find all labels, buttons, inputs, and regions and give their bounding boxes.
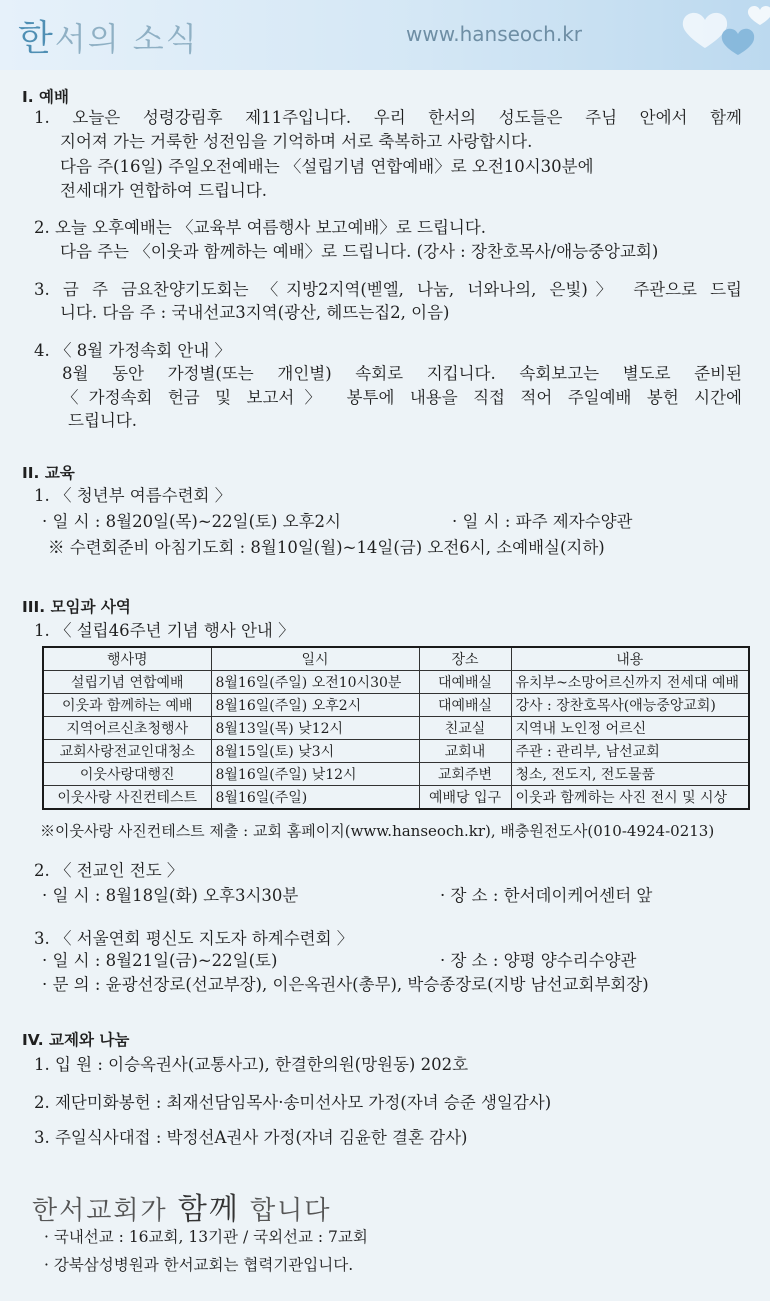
- table-cell: 대예배실: [419, 694, 511, 717]
- table-cell: 유치부~소망어르신까지 전세대 예배: [511, 671, 749, 694]
- gatherings-item-3: 3. 〈 서울연회 평신도 지도자 하계수련회 〉: [34, 929, 354, 948]
- gatherings-item-1: 1. 〈 설립46주년 기념 행사 안내 〉: [34, 621, 295, 640]
- table-row: [43, 671, 749, 694]
- worship-item-3-line-2: 니다. 다음 주 : 국내선교3지역(광산, 헤뜨는집2, 이음): [60, 303, 450, 322]
- footer-partner-line: · 강북삼성병원과 한서교회는 협력기관입니다.: [44, 1256, 354, 1274]
- evangelism-date: · 일 시 : 8월18일(화) 오후3시30분: [42, 886, 299, 905]
- anniversary-events-table: [42, 646, 750, 810]
- retreat-contact: · 문 의 : 윤광선장로(선교부장), 이은옥권사(총무), 박승종장로(지방 남선교회부회장): [42, 975, 649, 994]
- worship-item-4-line-1: 4. 〈 8월 가정속회 안내 〉: [34, 341, 232, 360]
- table-row: [43, 740, 749, 763]
- newsletter-title: 한서의 소식: [18, 18, 199, 59]
- website-url[interactable]: www.hanseoch.kr: [406, 22, 582, 46]
- table-cell: 교회사랑전교인대청소: [43, 740, 211, 763]
- worship-item-1-line-4: 전세대가 연합하여 드립니다.: [60, 181, 268, 200]
- worship-item-1-line-2: 지어져 가는 거룩한 성전임을 기억하며 서로 축복하고 사랑합시다.: [60, 132, 533, 151]
- education-date: · 일 시 : 8월20일(목)~22일(토) 오후2시: [42, 512, 341, 531]
- table-header-cell: 행사명: [43, 647, 211, 671]
- worship-item-2-line-2: 다음 주는 〈이웃과 함께하는 예배〉로 드립니다. (강사 : 장찬호목사/애능중앙교회): [60, 242, 659, 261]
- table-row: [43, 786, 749, 810]
- table-header-row: [43, 647, 749, 671]
- gatherings-item-2: 2. 〈 전교인 전도 〉: [34, 861, 184, 880]
- education-place: · 일 시 : 파주 제자수양관: [452, 512, 633, 531]
- section-fellowship-heading: IV. 교제와 나눔: [22, 1031, 130, 1049]
- worship-item-2-line-1: 2. 오늘 오후예배는 〈교육부 여름행사 보고예배〉로 드립니다.: [34, 218, 487, 237]
- section-worship-heading: I. 예배: [22, 88, 69, 106]
- table-cell: 설립기념 연합예배: [43, 671, 211, 694]
- table-cell: 친교실: [419, 717, 511, 740]
- worship-item-4-line-4: 드립니다.: [68, 411, 138, 430]
- table-note: ※이웃사랑 사진컨테스트 제출 : 교회 홈페이지(www.hanseoch.kr), 배충원전도사(010-4924-0213): [40, 822, 715, 840]
- table-cell: 8월16일(주일) 오후2시: [211, 694, 419, 717]
- worship-item-1-line-1: 1. 오늘은 성령강림후 제11주입니다. 우리 한서의 성도들은 주님 안에서 함께: [34, 108, 742, 127]
- table-cell: 예배당 입구: [419, 786, 511, 810]
- table-cell: 대예배실: [419, 671, 511, 694]
- table-cell: 교회주변: [419, 763, 511, 786]
- retreat-date: · 일 시 : 8월21일(금)~22일(토): [42, 951, 278, 970]
- table-cell: 주관 : 관리부, 남선교회: [511, 740, 749, 763]
- table-cell: 8월16일(주일): [211, 786, 419, 810]
- fellowship-item-1: 1. 입 원 : 이승옥권사(교통사고), 한결한의원(망원동) 202호: [34, 1055, 469, 1074]
- fellowship-item-3: 3. 주일식사대접 : 박정선A권사 가정(자녀 김윤한 결혼 감사): [34, 1128, 468, 1147]
- table-cell: 강사 : 장찬호목사(애능중앙교회): [511, 694, 749, 717]
- footer-mission-line: · 국내선교 : 16교회, 13기관 / 국외선교 : 7교회: [44, 1228, 368, 1246]
- table-row: [43, 694, 749, 717]
- section-gatherings-heading: III. 모임과 사역: [22, 598, 131, 616]
- table-cell: 8월13일(목) 낮12시: [211, 717, 419, 740]
- fellowship-item-2: 2. 제단미화봉헌 : 최재선담임목사·송미선사모 가정(자녀 승준 생일감사): [34, 1093, 552, 1112]
- retreat-place: · 장 소 : 양평 양수리수양관: [440, 951, 637, 970]
- table-cell: 지역내 노인정 어르신: [511, 717, 749, 740]
- section-education-heading: II. 교육: [22, 464, 75, 482]
- table-header-cell: 내용: [511, 647, 749, 671]
- evangelism-place: · 장 소 : 한서데이케어센터 앞: [440, 886, 653, 905]
- table-cell: 교회내: [419, 740, 511, 763]
- table-cell: 8월16일(주일) 낮12시: [211, 763, 419, 786]
- education-note: ※ 수련회준비 아침기도회 : 8월10일(월)~14일(금) 오전6시, 소예배실(지하): [48, 538, 605, 557]
- table-row: [43, 763, 749, 786]
- table-header-cell: 장소: [419, 647, 511, 671]
- table-header-cell: 일시: [211, 647, 419, 671]
- table-cell: 이웃과 함께하는 사진 전시 및 시상: [511, 786, 749, 810]
- table-cell: 이웃사랑대행진: [43, 763, 211, 786]
- table-row: [43, 717, 749, 740]
- education-item-1: 1. 〈 청년부 여름수련회 〉: [34, 486, 232, 505]
- worship-item-3-line-1: 3. 금 주 금요찬양기도회는 〈지방2지역(벧엘, 나눔, 너와나의, 은빛)〉 주관으로 드립: [34, 280, 742, 299]
- worship-item-4-line-2: 8월 동안 가정별(또는 개인별) 속회로 지킵니다. 속회보고는 별도로 준비된: [62, 364, 742, 383]
- table-cell: 이웃과 함께하는 예배: [43, 694, 211, 717]
- table-cell: 8월15일(토) 낮3시: [211, 740, 419, 763]
- footer-title: 한서교회가 함께 합니다: [32, 1192, 332, 1227]
- table-cell: 지역어르신초청행사: [43, 717, 211, 740]
- worship-item-4-line-3: 〈가정속회 헌금 및 보고서〉 봉투에 내용을 직접 적어 주일예배 봉헌 시간에: [62, 388, 742, 407]
- table-cell: 8월16일(주일) 오전10시30분: [211, 671, 419, 694]
- worship-item-1-line-3: 다음 주(16일) 주일오전예배는 〈설립기념 연합예배〉로 오전10시30분에: [60, 157, 594, 176]
- table-cell: 청소, 전도지, 전도물품: [511, 763, 749, 786]
- table-cell: 이웃사랑 사진컨테스트: [43, 786, 211, 810]
